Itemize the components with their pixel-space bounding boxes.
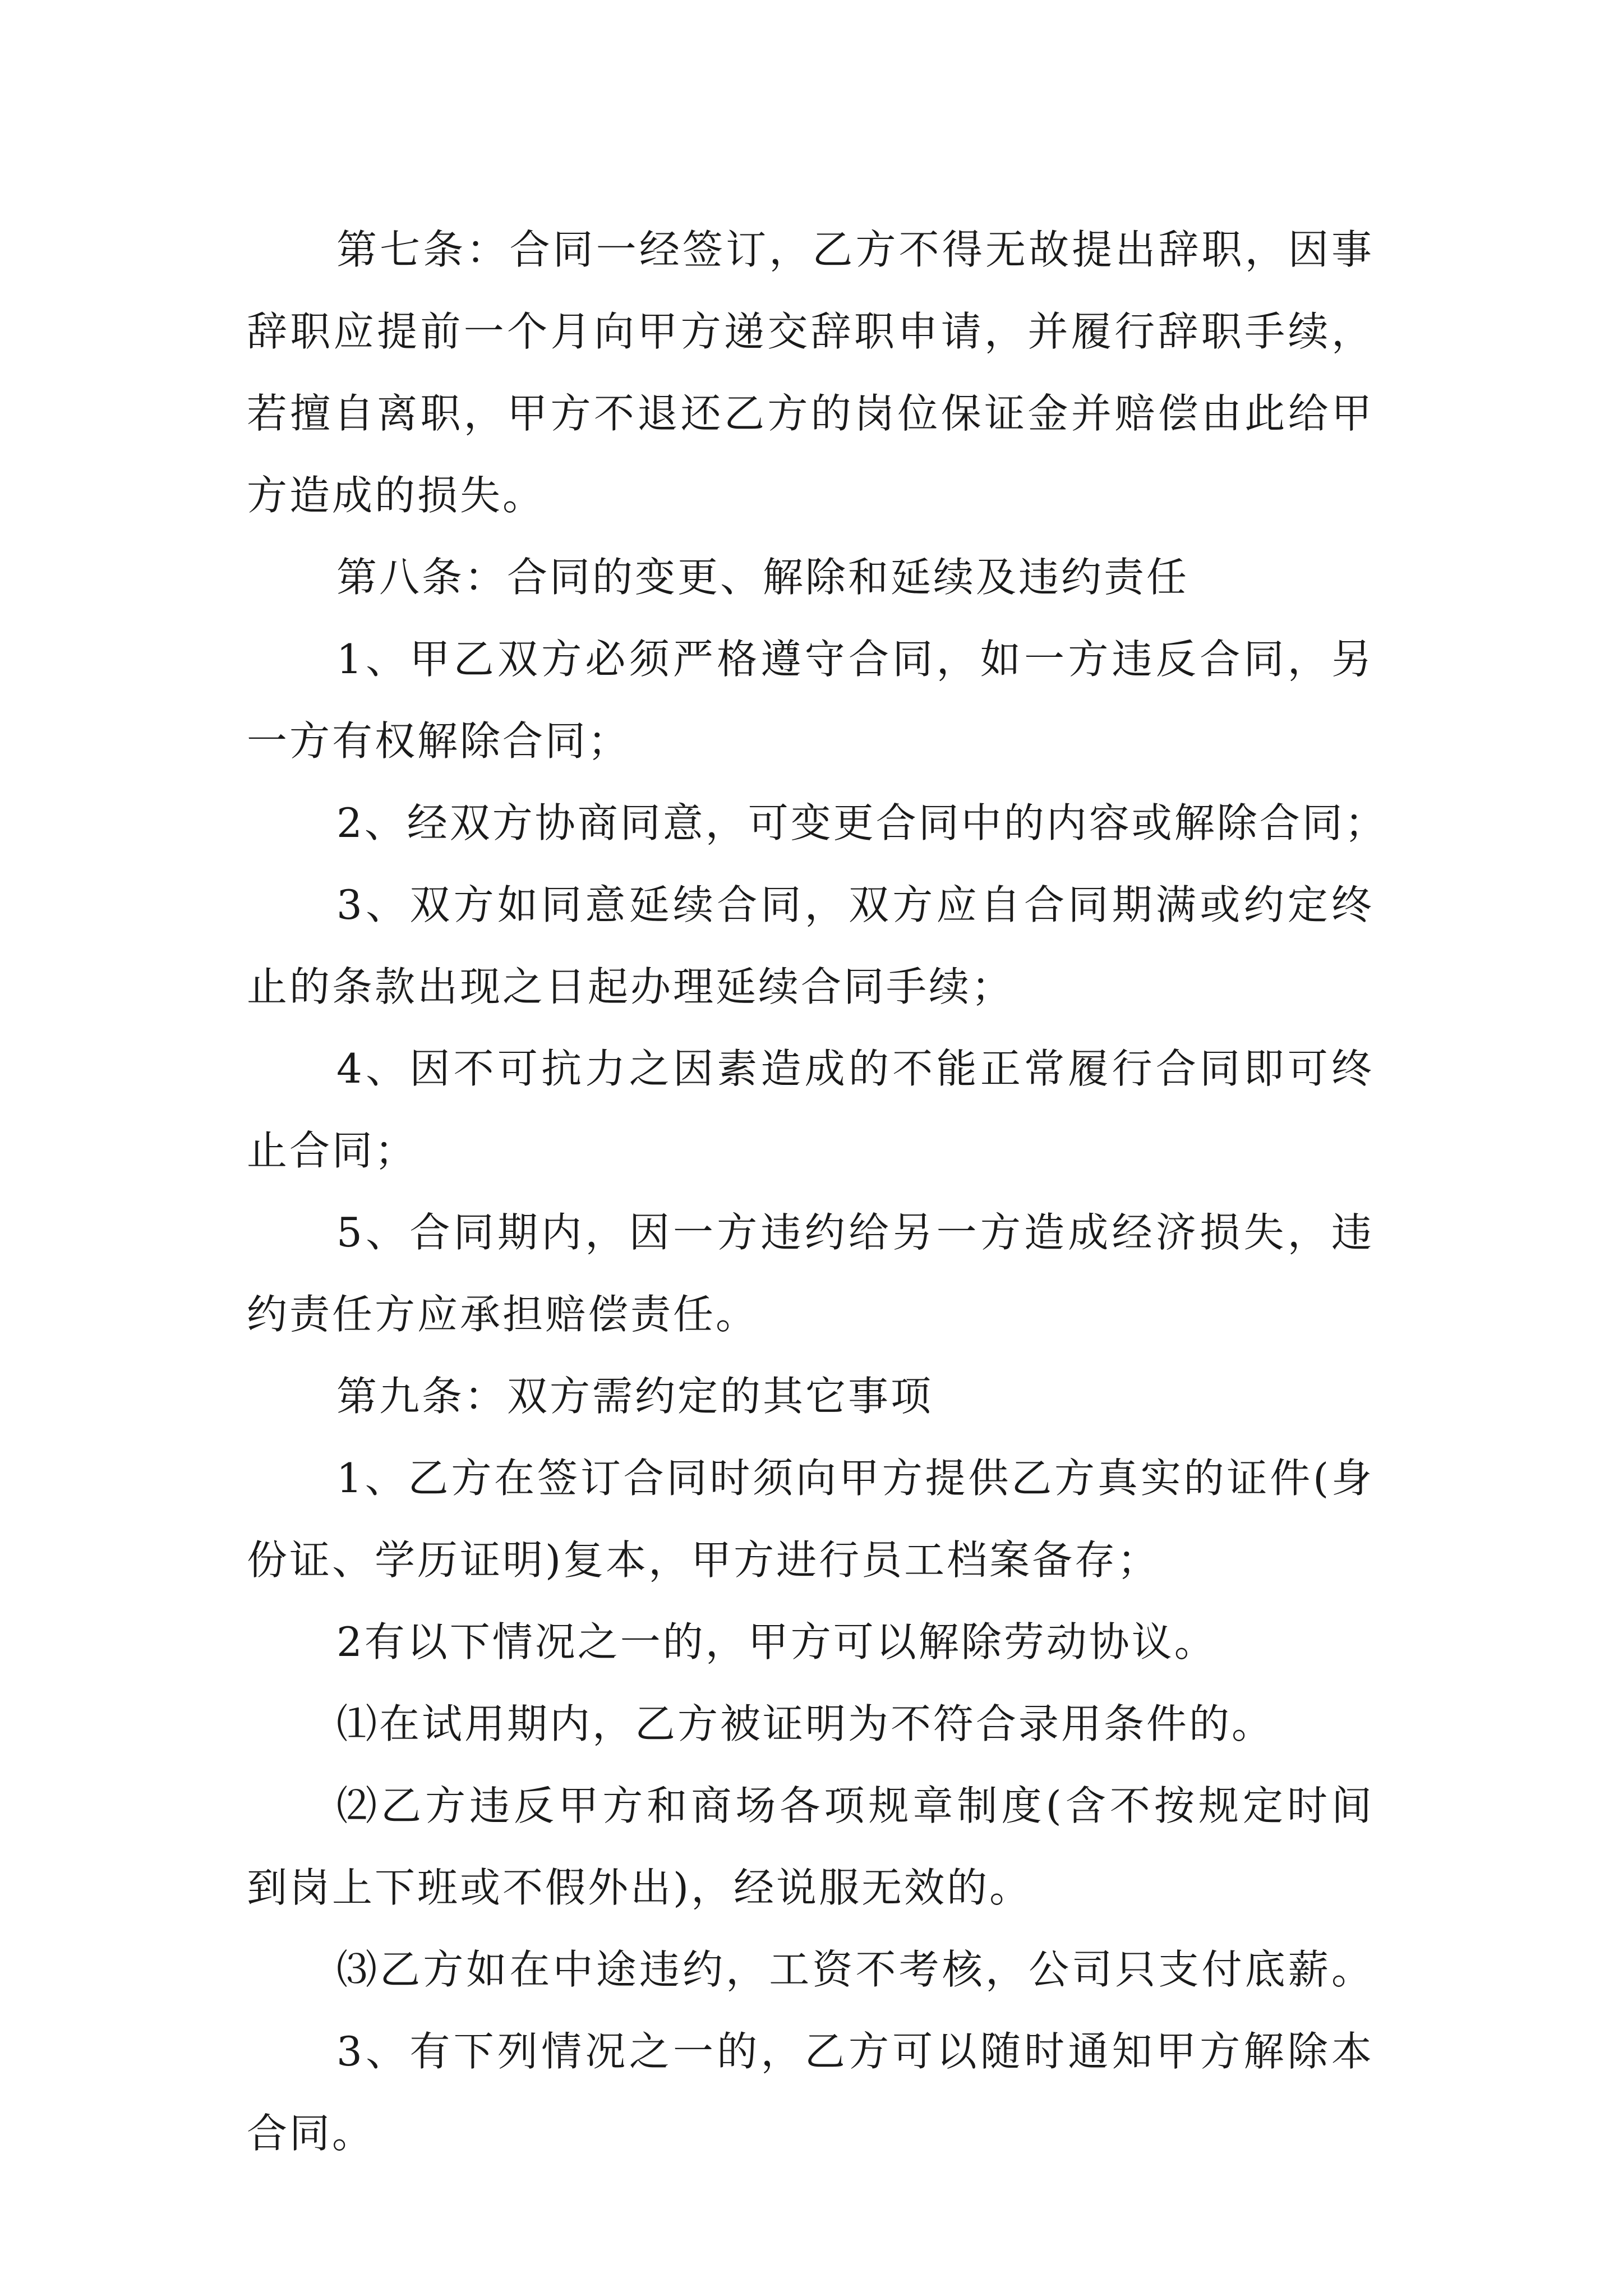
article-8-item-3-line-2: 止的条款出现之日起办理延续合同手续； [247,963,1015,1010]
article-8-item-1-line-1: 1、甲乙双方必须严格遵守合同，如一方违反合同，另 [336,636,1374,683]
article-8-item-1-line-2: 一方有权解除合同； [247,717,631,765]
article-8-item-5-line-2: 约责任方应承担赔偿责任。 [247,1291,759,1338]
article-7-line-2: 辞职应提前一个月向甲方递交辞职申请，并履行辞职手续， [247,308,1374,355]
article-8-item-3-line-1: 3、双方如同意延续合同，双方应自合同期满或约定终 [336,881,1374,928]
article-9-item-2-sub-3: ⑶乙方如在中途违约，工资不考核，公司只支付底薪。 [336,1946,1374,1993]
article-8-item-2: 2、经双方协商同意，可变更合同中的内容或解除合同； [336,799,1387,846]
article-7-line-4: 方造成的损失。 [247,472,546,519]
article-7-line-3: 若擅自离职，甲方不退还乙方的岗位保证金并赔偿由此给甲 [247,390,1374,437]
article-8-item-4-line-1: 4、因不可抗力之因素造成的不能正常履行合同即可终 [336,1045,1374,1092]
article-9-item-2-sub-2-line-1: ⑵乙方违反甲方和商场各项规章制度(含不按规定时间 [336,1782,1374,1829]
article-8-item-5-line-1: 5、合同期内，因一方违约给另一方造成经济损失，违 [336,1209,1374,1256]
article-9-item-3-line-1: 3、有下列情况之一的，乙方可以随时通知甲方解除本 [336,2028,1374,2075]
article-9-item-2: 2有以下情况之一的，甲方可以解除劳动协议。 [336,1618,1217,1665]
article-9-item-1-line-1: 1、乙方在签订合同时须向甲方提供乙方真实的证件(身 [336,1455,1374,1502]
article-8-heading: 第八条：合同的变更、解除和延续及违约责任 [336,554,1189,601]
article-7-line-1: 第七条：合同一经签订，乙方不得无故提出辞职，因事 [336,226,1374,273]
article-9-item-1-line-2: 份证、学历证明)复本，甲方进行员工档案备存； [247,1536,1160,1584]
article-9-item-2-sub-1: ⑴在试用期内，乙方被证明为不符合录用条件的。 [336,1700,1275,1747]
article-9-item-3-line-2: 合同。 [247,2110,375,2157]
article-8-item-4-line-2: 止合同； [247,1127,418,1174]
article-9-heading: 第九条：双方需约定的其它事项 [336,1373,934,1420]
article-9-item-2-sub-2-line-2: 到岗上下班或不假外出)，经说服无效的。 [247,1864,1032,1911]
document-body [247,209,1387,2174]
